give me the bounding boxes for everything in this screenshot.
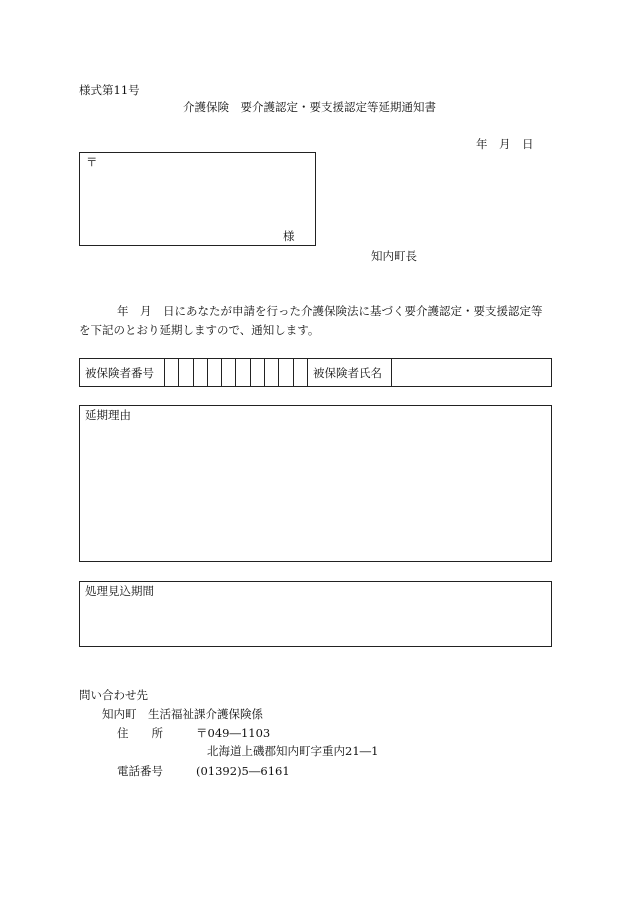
insured-name-value[interactable] bbox=[392, 359, 551, 386]
insured-number-digit[interactable] bbox=[208, 359, 222, 386]
reason-label: 延期理由 bbox=[85, 408, 131, 422]
form-title: 介護保険 要介護認定・要支援認定等延期通知書 bbox=[183, 100, 436, 114]
contact-phone-label: 電話番号 bbox=[117, 764, 163, 778]
insured-number-label: 被保険者番号 bbox=[80, 359, 165, 386]
insured-number-digit[interactable] bbox=[251, 359, 265, 386]
date-line: 年 月 日 bbox=[476, 137, 534, 151]
postal-mark: 〒 bbox=[86, 155, 98, 169]
issuer-name: 知内町長 bbox=[371, 249, 417, 263]
insured-number-digit[interactable] bbox=[194, 359, 208, 386]
contact-address-label: 住 所 bbox=[117, 726, 163, 740]
reason-box[interactable] bbox=[79, 405, 552, 562]
insured-number-digit[interactable] bbox=[165, 359, 179, 386]
period-label: 処理見込期間 bbox=[85, 584, 154, 598]
body-line-2: を下記のとおり延期しますので、通知します。 bbox=[79, 323, 320, 337]
contact-phone: (01392)5―6161 bbox=[196, 764, 290, 778]
form-number: 様式第11号 bbox=[79, 83, 140, 97]
contact-heading: 問い合わせ先 bbox=[79, 688, 148, 702]
insured-number-digit[interactable] bbox=[222, 359, 236, 386]
honorific: 様 bbox=[283, 229, 295, 243]
period-box[interactable] bbox=[79, 581, 552, 647]
insured-number-digit[interactable] bbox=[236, 359, 250, 386]
contact-department: 知内町 生活福祉課介護保険係 bbox=[102, 707, 263, 721]
insured-table bbox=[79, 358, 552, 387]
address-box bbox=[79, 152, 316, 246]
contact-postal-code: 〒049―1103 bbox=[196, 726, 271, 740]
insured-number-digit[interactable] bbox=[179, 359, 193, 386]
insured-number-digit[interactable] bbox=[265, 359, 279, 386]
insured-number-digit[interactable] bbox=[294, 359, 308, 386]
contact-address: 北海道上磯郡知内町字重内21―1 bbox=[207, 744, 379, 758]
insured-number-digit[interactable] bbox=[279, 359, 293, 386]
insured-name-label: 被保険者氏名 bbox=[308, 359, 392, 386]
body-line-1: 年 月 日にあなたが申請を行った介護保険法に基づく要介護認定・要支援認定等 bbox=[117, 304, 543, 318]
